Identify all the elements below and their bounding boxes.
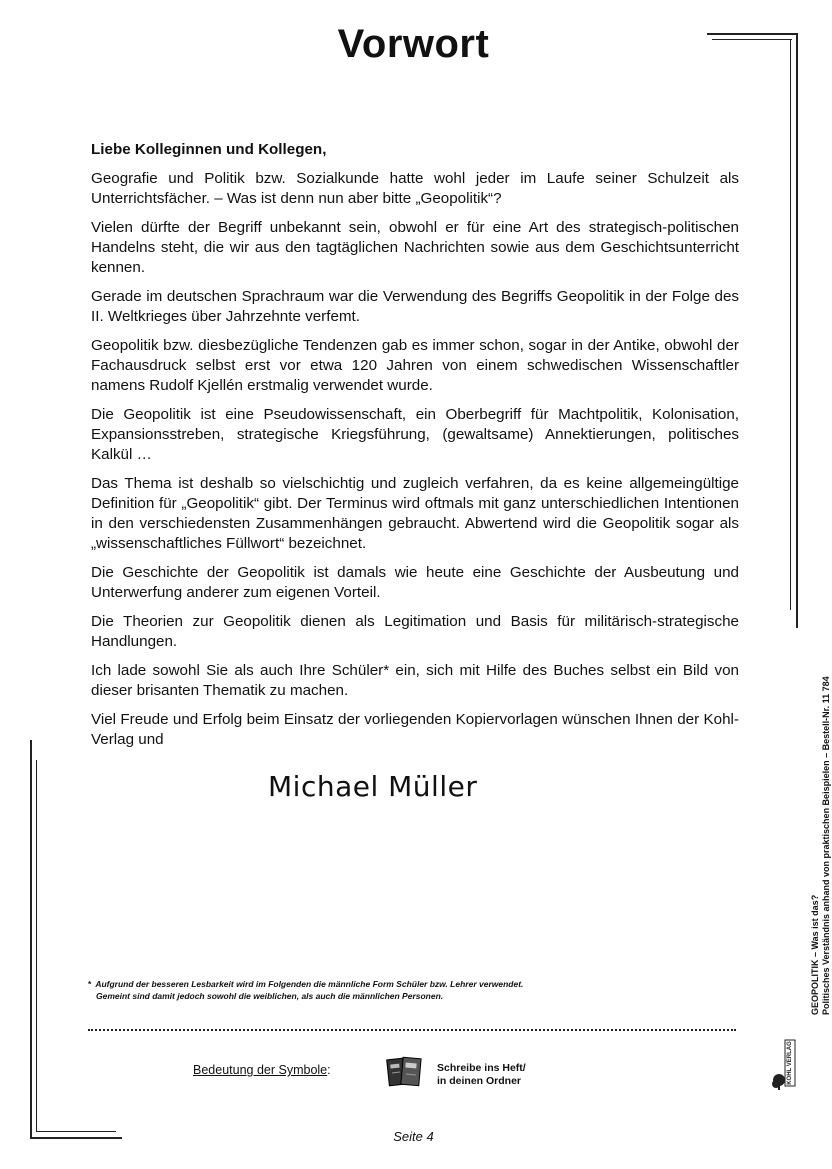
paragraph: Die Geschichte der Geopolitik ist damals wie heute eine Geschichte der Ausbeutung und Unterwerfung anderer zum eigenen Vorteil.	[91, 564, 739, 601]
paragraph: Das Thema ist deshalb so vielschichtig und zugleich verfahren, da es keine allgemeingültige Definition für „Geopolitik“ gibt. Der Terminus wird oftmals mit ganz unterschiedlichen Intentionen in den verschiedensten Zusammenhängen gebraucht. Abwertend wird die Geopolitik sogar als „wissenschaftliches Füllwort“ bezeichnet.	[91, 475, 739, 552]
sidebar-line-2: Politisches Verständnis anhand von praktischen Beispielen – Bestell-Nr. 11 784	[821, 676, 831, 1015]
symbol-legend-label	[193, 1063, 331, 1077]
frame-top-right-v	[796, 33, 798, 628]
logo-text: KOHL VERLAG	[787, 1041, 793, 1085]
foreword-body	[91, 140, 739, 759]
paragraph: Die Geopolitik ist eine Pseudowissenschaft, ein Oberbegriff für Machtpolitik, Kolonisation, Expansionsstreben, strategische Kriegsführung, (gewaltsame) Annektierungen, politisches Kalkül …	[91, 406, 739, 463]
notebook-icon	[386, 1055, 424, 1089]
paragraph: Die Theorien zur Geopolitik dienen als Legitimation und Basis für militärisch-strategische Handlungen.	[91, 613, 739, 650]
symbol-line-1: Schreibe ins Heft/	[437, 1062, 526, 1074]
kohl-verlag-logo	[770, 1038, 798, 1090]
paragraph: Ich lade sowohl Sie als auch Ihre Schüler* ein, sich mit Hilfe des Buches selbst ein Bild von dieser brisanten Thematik zu machen.	[91, 662, 739, 699]
signature: Michael Müller	[268, 770, 478, 803]
frame-bottom-left-v2	[36, 760, 37, 1132]
page-title: Vorwort	[337, 22, 490, 66]
paragraph: Gerade im deutschen Sprachraum war die Verwendung des Begriffs Geopolitik in der Folge des II. Weltkrieges über Jahrzehnte verfemt.	[91, 288, 739, 325]
paragraph: Geografie und Politik bzw. Sozialkunde hatte wohl jeder im Laufe seiner Schulzeit als Unterrichtsfächer. – Was ist denn nun aber bitte „Geopolitik“?	[91, 170, 739, 207]
frame-top-right-v2	[790, 40, 791, 610]
dotted-divider	[88, 1029, 736, 1031]
legend-title: Bedeutung der Symbole	[193, 1063, 328, 1077]
paragraph: Geopolitik bzw. diesbezügliche Tendenzen gab es immer schon, sogar in der Antike, obwohl der Fachausdruck selbst erst vor etwa 120 Jahren von einem schwedischen Wissenschaftler namens Rudolf Kjellén erstmalig verwendet wurde.	[91, 337, 739, 394]
paragraph: Viel Freude und Erfolg beim Einsatz der vorliegenden Kopiervorlagen wünschen Ihnen der Kohl-Verlag und	[91, 711, 739, 748]
footnote	[88, 978, 608, 1002]
sidebar-book-info	[810, 676, 832, 1015]
symbol-description	[437, 1062, 526, 1088]
footnote-line-1: Aufgrund der besseren Lesbarkeit wird im Folgenden die männliche Form Schüler bzw. Lehrer verwendet.	[95, 979, 524, 989]
footnote-marker: *	[88, 979, 92, 989]
frame-bottom-left-v	[30, 740, 32, 1138]
greeting: Liebe Kolleginnen und Kollegen,	[91, 141, 327, 158]
paragraph: Vielen dürfte der Begriff unbekannt sein, obwohl er für eine Art des strategisch-politischen Handelns steht, die wir aus den tagtäglichen Nachrichten sowie aus dem Geschichtsunterricht kennen.	[91, 219, 739, 276]
footnote-line-2: Gemeint sind damit jedoch sowohl die weiblichen, als auch die männlichen Personen.	[96, 991, 444, 1001]
symbol-line-2: in deinen Ordner	[437, 1075, 522, 1087]
sidebar-line-1: GEOPOLITIK – Was ist das?	[810, 894, 820, 1015]
legend-colon: :	[327, 1063, 331, 1077]
page-number: Seite 4	[393, 1129, 434, 1144]
